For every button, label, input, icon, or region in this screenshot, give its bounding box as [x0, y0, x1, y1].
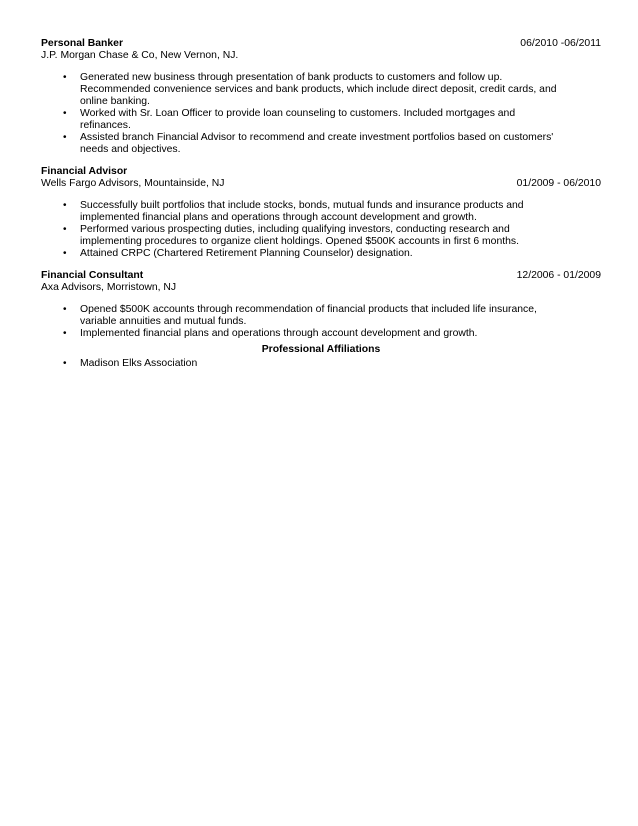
job-title: Personal Banker	[41, 38, 124, 49]
company-name: J.P. Morgan Chase & Co, New Vernon, NJ.	[41, 50, 239, 61]
bullet-icon: •	[63, 358, 67, 369]
list-item	[41, 132, 601, 156]
list-item	[41, 304, 601, 328]
duty-text: Generated new business through presentation of bank products to customers and follow up. Recommended convenience services and bank products, which include direct deposit, credit cards, and online banking.	[80, 72, 557, 107]
list-item	[41, 328, 601, 340]
list-item	[41, 72, 601, 108]
job-entry-financial-advisor	[41, 166, 601, 260]
list-item	[41, 248, 601, 260]
section-title-affiliations: Professional Affiliations	[261, 344, 381, 355]
job-title: Financial Consultant	[41, 270, 144, 281]
duties-list	[41, 200, 601, 260]
duties-list	[41, 304, 601, 340]
list-item	[41, 224, 601, 248]
job-dates: 12/2006 - 01/2009	[516, 270, 601, 281]
duty-text: Assisted branch Financial Advisor to recommend and create investment portfolios based on customers' needs and objectives.	[80, 132, 554, 155]
affiliation-text: Madison Elks Association	[80, 358, 198, 369]
affiliations-list	[41, 358, 601, 370]
duty-text: Implemented financial plans and operations through account development and growth.	[80, 328, 478, 339]
company-name: Axa Advisors, Morristown, NJ	[41, 282, 177, 293]
job-dates: 01/2009 - 06/2010	[516, 178, 601, 189]
job-header	[41, 166, 601, 178]
bullet-icon: •	[63, 132, 67, 143]
bullet-icon: •	[63, 108, 67, 119]
job-dates: 06/2010 -06/2011	[520, 38, 601, 49]
bullet-icon: •	[63, 304, 67, 315]
job-title: Financial Advisor	[41, 166, 128, 177]
bullet-icon: •	[63, 200, 67, 211]
job-header	[41, 270, 601, 282]
bullet-icon: •	[63, 328, 67, 339]
duty-text: Opened $500K accounts through recommendation of financial products that included life insurance, variable annuities and mutual funds.	[80, 304, 537, 327]
bullet-icon: •	[63, 248, 67, 259]
duty-text: Performed various prospecting duties, including qualifying investors, conducting research and implementing procedures to organize client holdings. Opened $500K accounts in first 6 months.	[80, 224, 519, 247]
company-row	[41, 178, 601, 190]
list-item	[41, 200, 601, 224]
duty-text: Attained CRPC (Chartered Retirement Planning Counselor) designation.	[80, 248, 413, 259]
bullet-icon: •	[63, 72, 67, 83]
company-name: Wells Fargo Advisors, Mountainside, NJ	[41, 178, 225, 189]
bullet-icon: •	[63, 224, 67, 235]
job-header	[41, 38, 601, 50]
list-item	[41, 358, 601, 370]
duties-list	[41, 72, 601, 156]
duty-text: Successfully built portfolios that include stocks, bonds, mutual funds and insurance products and implemented financial plans and operations through account development and growth.	[80, 200, 524, 223]
resume-page	[41, 38, 601, 370]
duty-text: Worked with Sr. Loan Officer to provide loan counseling to customers. Included mortgages and refinances.	[80, 108, 516, 131]
job-entry-personal-banker	[41, 38, 601, 156]
job-entry-financial-consultant	[41, 270, 601, 340]
list-item	[41, 108, 601, 132]
